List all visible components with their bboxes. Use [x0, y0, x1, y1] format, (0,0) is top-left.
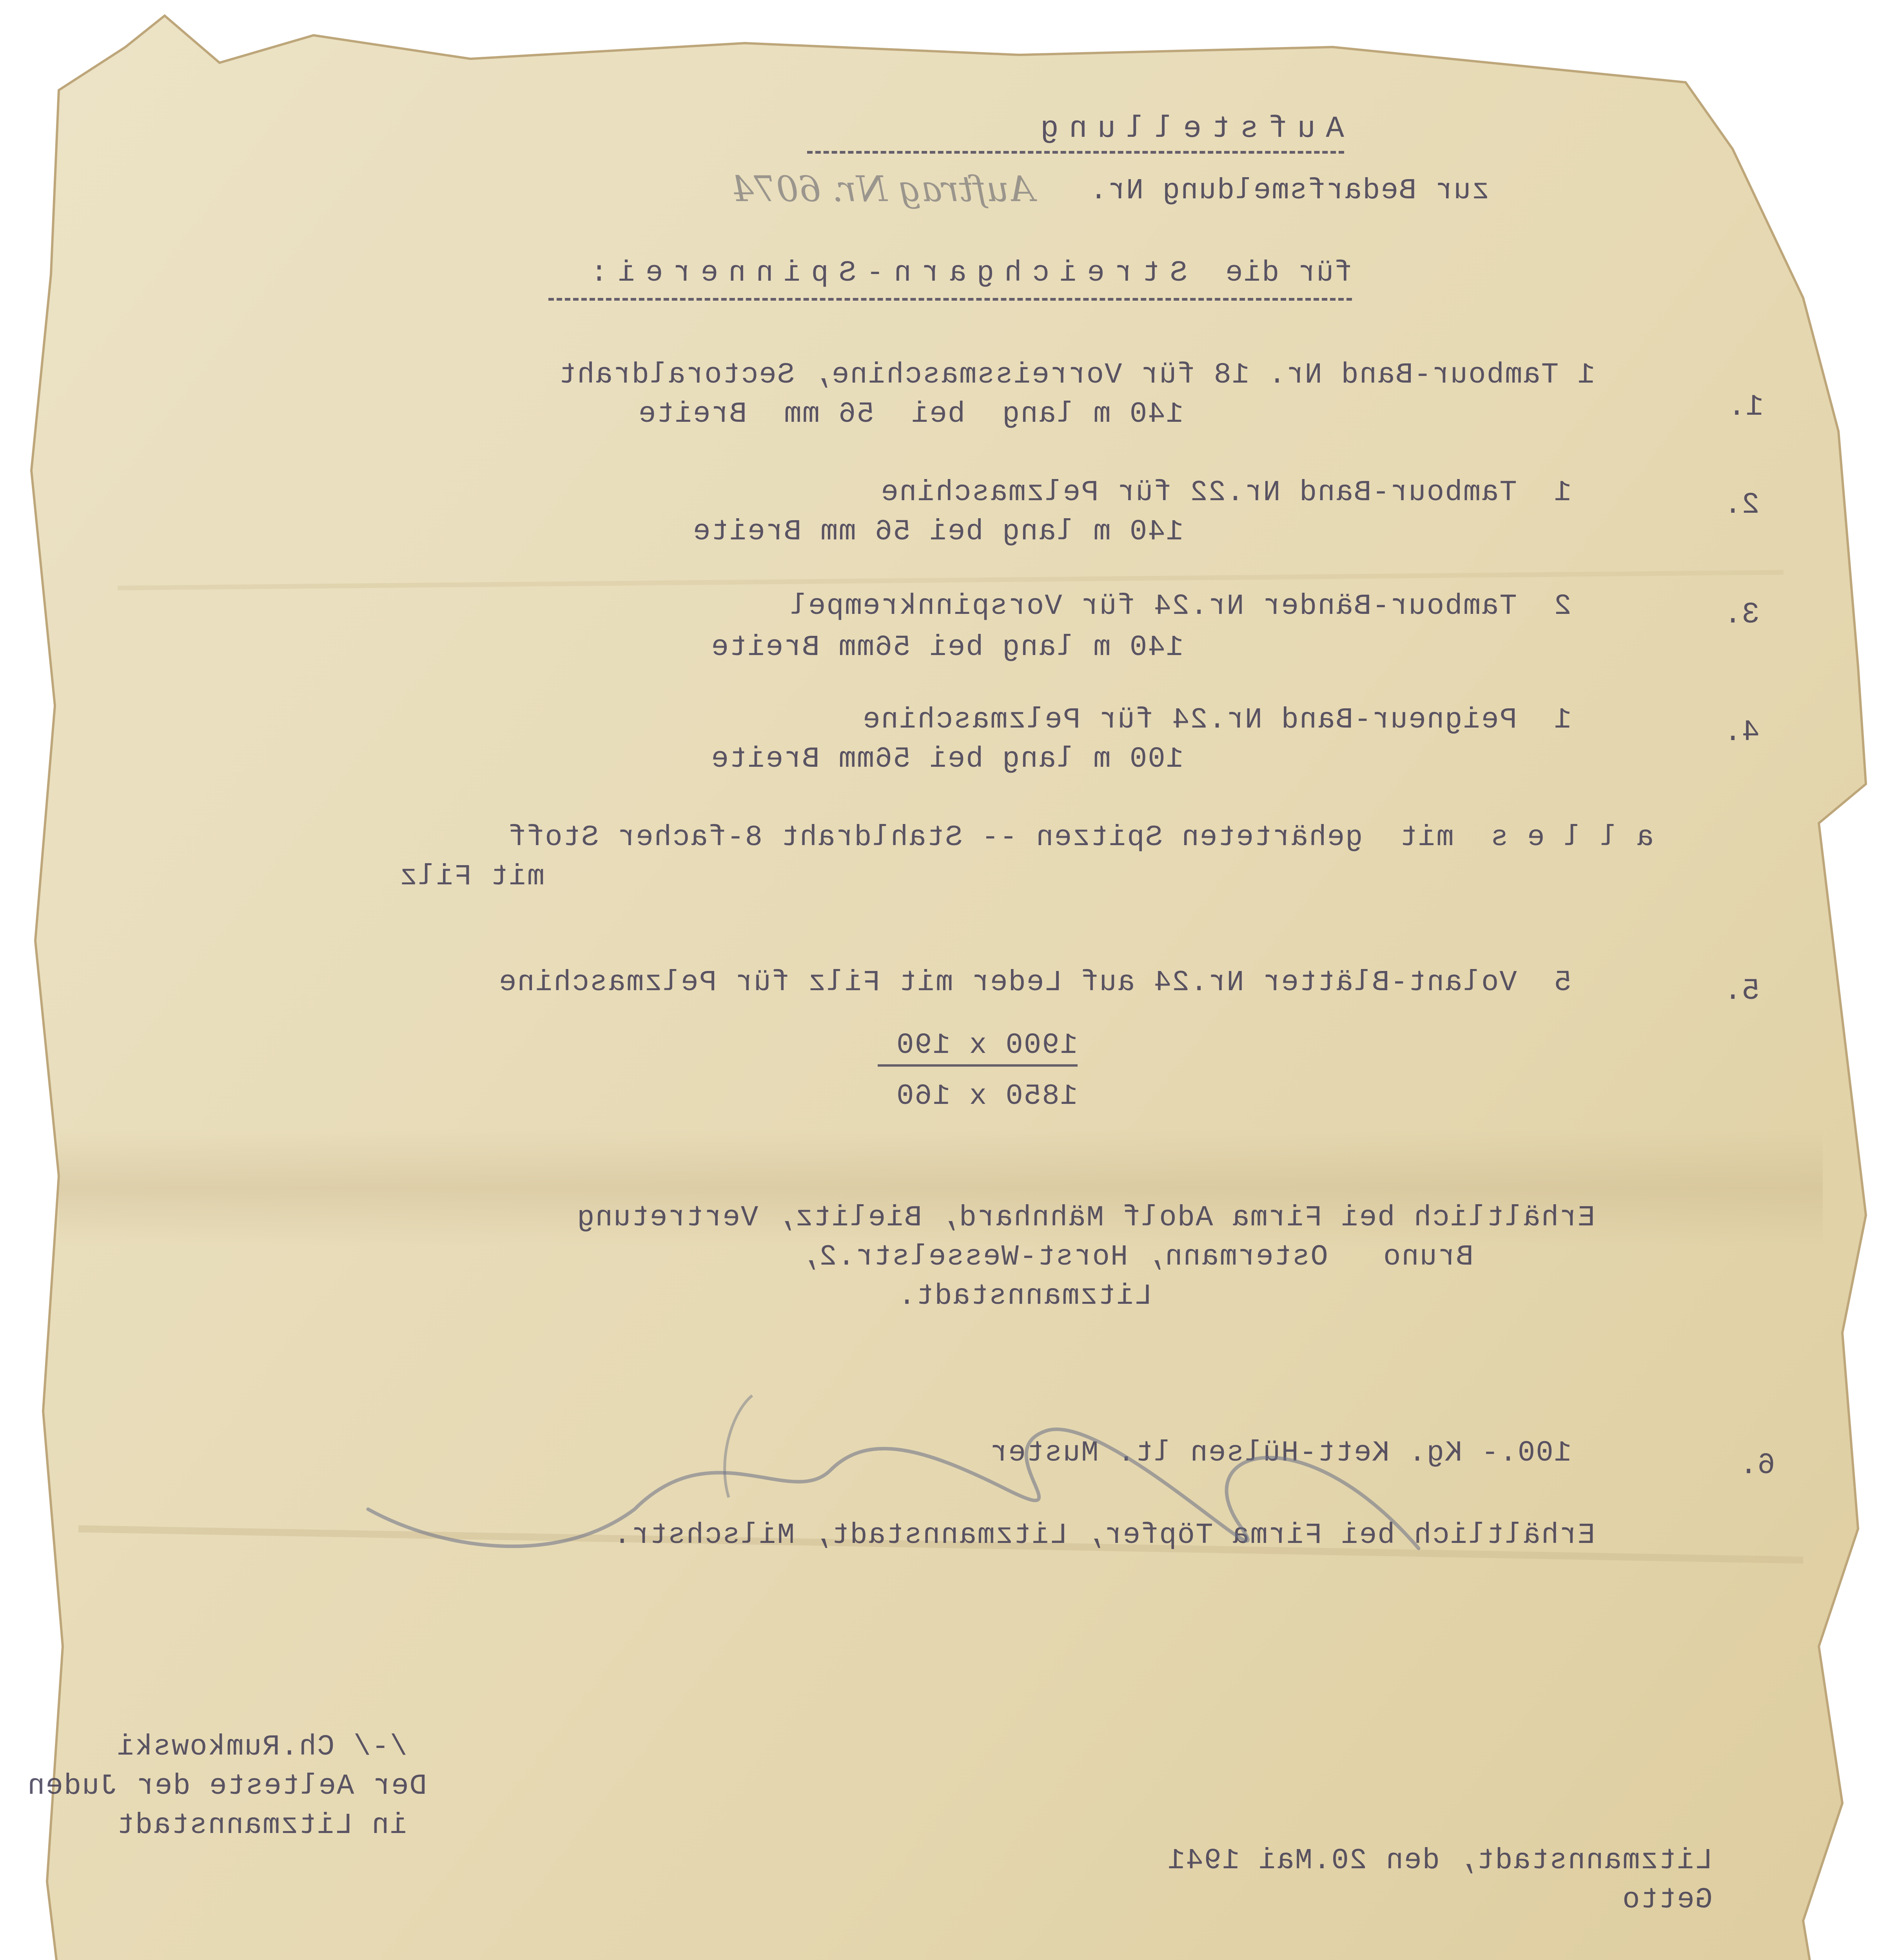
place-date-line: Getto — [1621, 1884, 1713, 1916]
item-line: 1 Tambour-Band Nr.22 für Pelzmaschine — [880, 476, 1571, 509]
dimension-line: 1850 x 160 — [895, 1080, 1078, 1113]
subtitle-handwritten-order: Auftrag Nr. 6074 — [731, 169, 1034, 210]
note-line: a l l e s mit gehärteten Spitzen -- Stahldraht 8-facher Stoff — [508, 821, 1654, 854]
supplier-line: Erhältlich bei Firma Töpfer, Litzmannstadt, Milschstr. — [613, 1519, 1595, 1552]
item-line: 100.- Kg. Kett-Hülsen lt. Muster — [989, 1437, 1571, 1470]
supplier-line: Litzmannstadt. — [897, 1280, 1152, 1313]
item-line: 140 m lang bei 56mm Breite — [710, 631, 1183, 664]
signature-line: /-/ Ch.Rumkowski — [116, 1731, 407, 1764]
signature-line: Der Aelteste der Juden — [27, 1770, 427, 1803]
item-number: 2. — [1724, 488, 1760, 522]
dimension-line: 1900 x 190 — [895, 1029, 1078, 1062]
item-line: 100 m lang bei 56mm Breite — [710, 743, 1183, 776]
supplier-line: Bruno Ostermann, Horst-Wesselstr.2, — [800, 1241, 1473, 1274]
supplier-line: Erhältlich bei Firma Adolf Mähnhard, Bielitz, Vertretung — [576, 1201, 1595, 1234]
note-line: mit Filz — [399, 860, 544, 893]
item-line: 1 Peigneur-Band Nr.24 für Pelzmaschine — [862, 704, 1571, 737]
item-number: 4. — [1724, 715, 1760, 749]
section-heading-prefix: für die — [1225, 257, 1352, 290]
signature-line: in Litzmannstadt — [116, 1809, 407, 1842]
document-title: Aufstellung — [1030, 112, 1344, 146]
item-line: 1 Tambour-Band Nr. 18 für Vorreissmaschine, Sectoraldraht — [558, 359, 1595, 392]
item-number: 6. — [1739, 1448, 1775, 1482]
section-heading: Streichgarn-Spinnerei: — [580, 257, 1187, 290]
subtitle-typed: zur Bedarfsmeldung Nr. — [1089, 174, 1489, 207]
place-date-line: Litzmannstadt, den 20.Mai 1941 — [1167, 1844, 1713, 1877]
item-number: 1. — [1728, 390, 1764, 424]
item-number: 3. — [1724, 598, 1760, 632]
item-line: 140 m lang bei 56 mm Breite — [692, 515, 1183, 548]
item-line: 2 Tambour-Bänder Nr.24 für Vorspinnkrempel — [789, 590, 1571, 623]
item-line: 140 m lang bei 56 mm Breite — [637, 398, 1183, 431]
item-line: 5 Volant-Blätter Nr.24 auf Leder mit Filz für Pelzmaschine — [498, 966, 1571, 999]
item-number: 5. — [1724, 974, 1760, 1008]
